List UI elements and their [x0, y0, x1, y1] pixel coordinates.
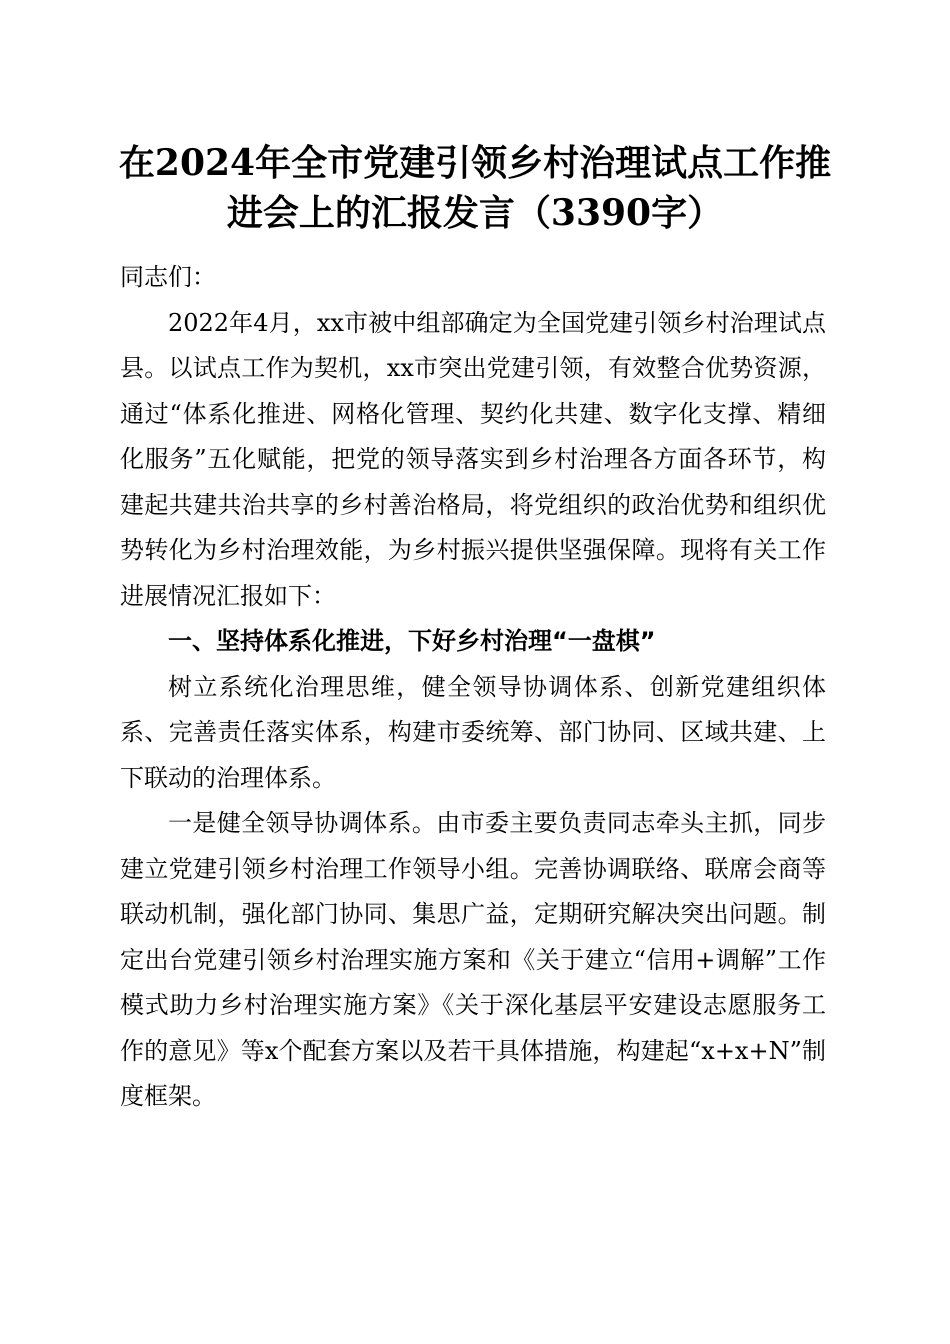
section-heading: 一、坚持体系化推进，下好乡村治理“一盘棋”: [168, 627, 656, 655]
point-paragraph: [120, 801, 826, 1120]
point-text: 由市委主要负责同志牵头主抓，同步建立党建引领乡村治理工作领导小组。完善协调联络、联席会商等联动机制，强化部门协同、集思广益，定期研究解决突出问题。制定出台党建引领乡村治理实施方案和《关于建立“信用+调解”工作模式助力乡村治理实施方案》《关于深化基层平安建设志愿服务工作的意见》等x个配套方案以及若干具体措施，构建起“x+x+N”制度框架。: [120, 809, 827, 1110]
title-line-2: 进会上的汇报发言（3390字）: [226, 192, 724, 234]
title-line-1: 在2024年全市党建引领乡村治理试点工作推: [118, 142, 832, 184]
document-title: [110, 138, 840, 238]
salutation: 同志们：: [120, 263, 216, 291]
section-paragraph: 树立系统化治理思维，健全领导协调体系、创新党建组织体系、完善责任落实体系，构建市委统筹、部门协同、区域共建、上下联动的治理体系。: [120, 672, 826, 792]
document-body: [120, 255, 826, 1120]
intro-paragraph: 2022年4月，xx市被中组部确定为全国党建引领乡村治理试点县。以试点工作为契机，xx市突出党建引领，有效整合优势资源，通过“体系化推进、网格化管理、契约化共建、数字化支撑、精细化服务”五化赋能，把党的领导落实到乡村治理各方面各环节，构建起共建共治共享的乡村善治格局，将党组织的政治优势和组织优势转化为乡村治理效能，为乡村振兴提供坚强保障。现将有关工作进展情况汇报如下：: [120, 308, 826, 610]
point-lead: 一是健全领导协调体系。: [168, 809, 437, 837]
